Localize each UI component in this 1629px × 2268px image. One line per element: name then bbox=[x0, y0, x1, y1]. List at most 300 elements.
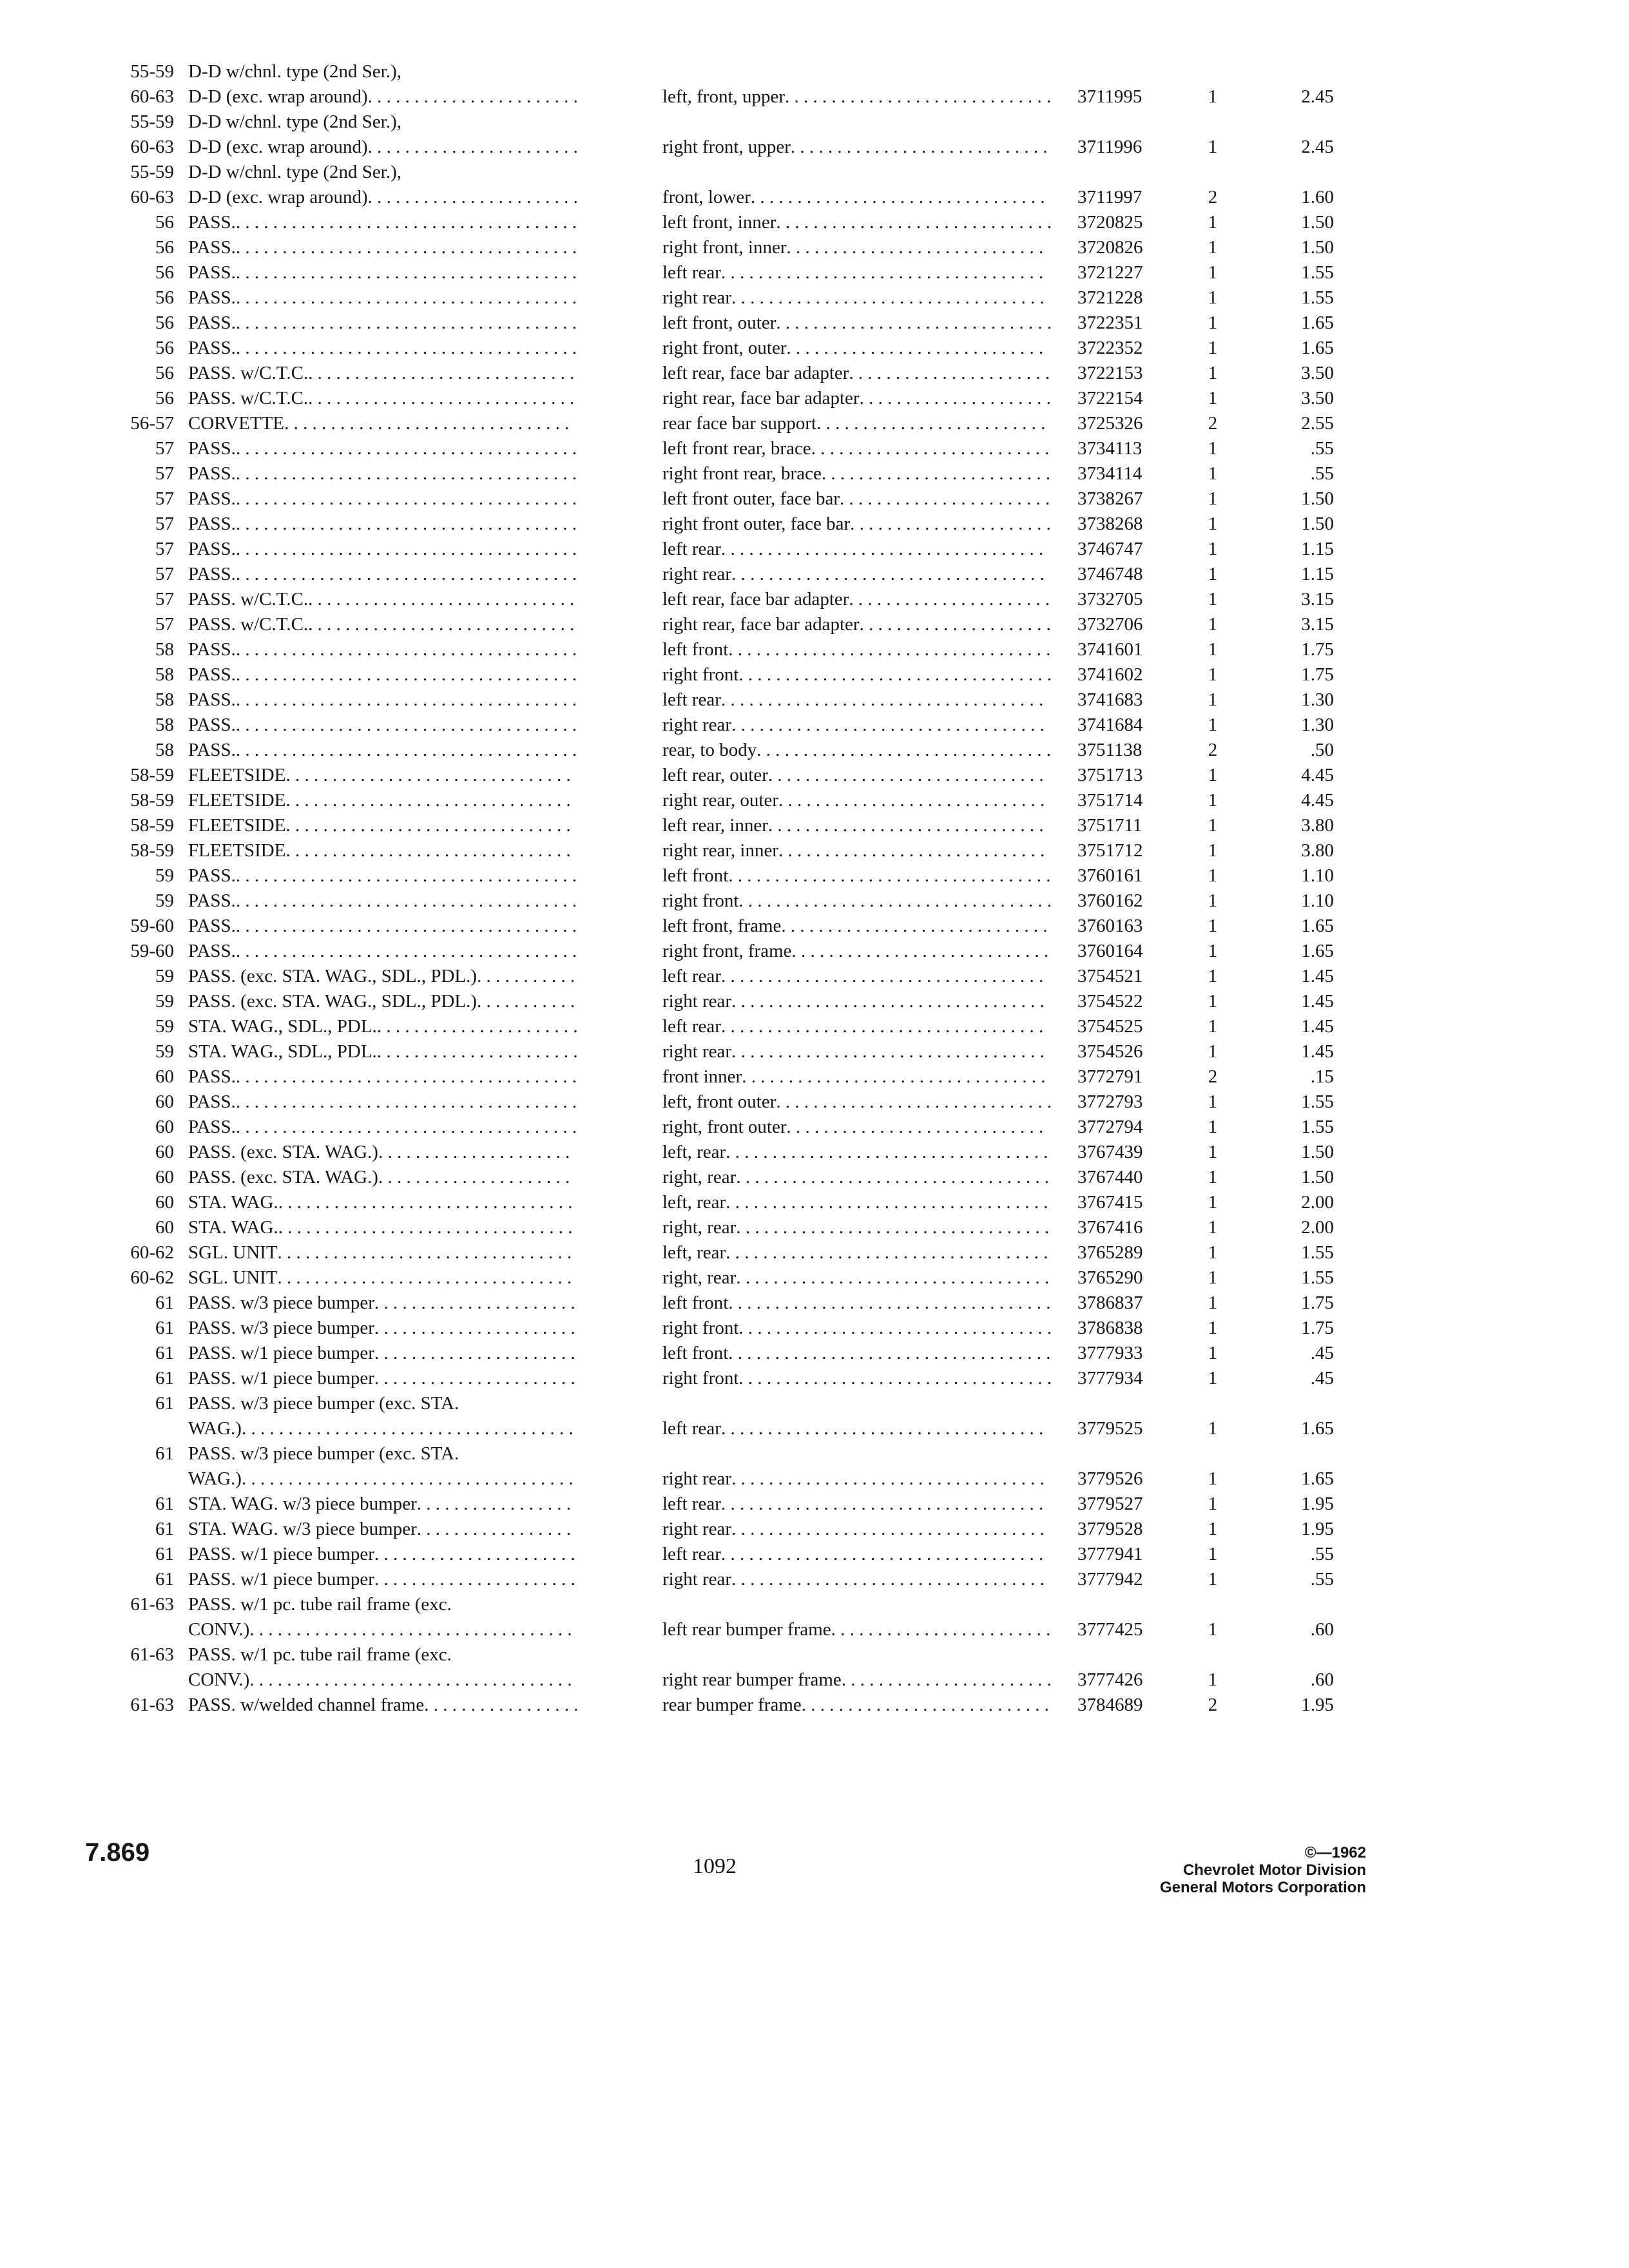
price-cell-text: 4.45 bbox=[1301, 790, 1334, 811]
part-number-cell bbox=[1077, 1294, 1143, 1312]
dot-leader: . . . . . . . . . . . . . . . . . . . . . . . . . . . . . . . . . . . . . bbox=[235, 664, 577, 685]
location-cell-text: right front, frame bbox=[662, 941, 792, 961]
copyright-division: Chevrolet Motor Division bbox=[1182, 1861, 1366, 1879]
year-cell bbox=[85, 1193, 174, 1212]
model-cell-text: PASS. w/1 piece bumper bbox=[188, 1544, 374, 1564]
part-number-cell-text: 3772794 bbox=[1077, 1117, 1143, 1137]
part-number-cell bbox=[1077, 590, 1143, 609]
table-row bbox=[0, 1519, 1629, 1539]
copyright-year: ©—1962 bbox=[1304, 1844, 1366, 1861]
dot-leader: . . . . . . . . . . . . . . . . . bbox=[416, 1519, 571, 1539]
model-cell-text: FLEETSIDE bbox=[188, 765, 286, 785]
dot-leader: . . . . . . . . . . . . . . . . . . . . . . . . . . . . . . . . bbox=[277, 1267, 572, 1288]
year-cell bbox=[85, 1244, 174, 1262]
year-cell bbox=[85, 1445, 174, 1463]
part-number-cell-text: 3754522 bbox=[1077, 991, 1143, 1012]
dot-leader: . . . . . . . . . . . . . . . . . bbox=[424, 1695, 579, 1715]
dot-leader: . . . . . . . . . . . . . . . . . . . . . . . . . . . . bbox=[786, 237, 1044, 258]
quantity-cell-text: 1 bbox=[1208, 463, 1218, 484]
quantity-cell-text: 1 bbox=[1208, 363, 1218, 383]
dot-leader: . . . . . . . . . . . . . . . . . . . . . . bbox=[849, 589, 1050, 610]
dot-leader: . . . . . . . . . . . . . . . . . . . . . . . . . . . . . . . . . . . bbox=[720, 262, 1044, 283]
price-cell bbox=[1250, 892, 1334, 910]
location-cell-text: rear, to body bbox=[662, 740, 757, 760]
price-cell-text: 1.65 bbox=[1301, 941, 1334, 961]
part-number-cell-text: 3772791 bbox=[1077, 1066, 1143, 1087]
location-cell-text: left front bbox=[662, 639, 729, 660]
dot-leader: . . . . . . . . . . . . . . . . . . . . . . . . . . . . . . . . . . bbox=[736, 1267, 1050, 1288]
part-number-cell-text: 3734114 bbox=[1077, 463, 1142, 484]
price-cell-text: .55 bbox=[1310, 463, 1334, 484]
price-cell bbox=[1250, 942, 1334, 961]
location-cell bbox=[662, 766, 1044, 785]
dot-leader: . . . . . . . . . . . . . . . . . . . . . . . bbox=[841, 1669, 1052, 1690]
location-cell bbox=[662, 1319, 1052, 1338]
year-cell bbox=[85, 490, 174, 508]
part-number-cell-text: 3751711 bbox=[1077, 815, 1142, 836]
price-cell-text: .60 bbox=[1310, 1619, 1334, 1640]
price-cell-text: .55 bbox=[1310, 1544, 1334, 1564]
dot-leader: . . . . . . . . . . . . . . . . . . . . . . . . . . . . . . . . . . . . . bbox=[235, 1091, 577, 1112]
quantity-cell bbox=[1200, 615, 1226, 634]
dot-leader: . . . . . . . . . . . . . . . . . . . . . . . . . . . . . bbox=[308, 388, 575, 408]
model-cell-text: PASS. w/C.T.C. bbox=[188, 589, 309, 610]
part-number-cell bbox=[1077, 992, 1143, 1011]
price-cell bbox=[1250, 1068, 1334, 1086]
price-cell-text: 1.75 bbox=[1301, 639, 1334, 660]
quantity-cell bbox=[1200, 339, 1226, 358]
quantity-cell bbox=[1200, 841, 1226, 860]
table-row bbox=[0, 237, 1629, 258]
model-cell-text: PASS. bbox=[188, 664, 236, 685]
table-row bbox=[0, 941, 1629, 961]
part-number-cell bbox=[1077, 1168, 1143, 1187]
price-cell bbox=[1250, 88, 1334, 106]
dot-leader: . . . . . . . . . . . . . . . . . . . . . . . . . . . . . . . . . . . bbox=[720, 966, 1044, 986]
price-cell bbox=[1250, 465, 1334, 483]
dot-leader: . . . . . . . . . . . . . . . . . . . . . . . . . . . . . . . bbox=[285, 840, 571, 861]
part-number-cell-text: 3754526 bbox=[1077, 1041, 1143, 1062]
quantity-cell-text: 1 bbox=[1208, 338, 1218, 358]
price-cell bbox=[1250, 691, 1334, 709]
model-cell-text: PASS. w/1 pc. tube rail frame (exc. bbox=[188, 1594, 452, 1615]
price-cell-text: 1.55 bbox=[1301, 1091, 1334, 1112]
part-number-cell bbox=[1077, 716, 1143, 735]
price-cell-text: 1.15 bbox=[1301, 564, 1334, 584]
dot-leader: . . . . . . . . . . . . . . . . . . . . . . . . . . . . . . . . . . bbox=[731, 287, 1045, 308]
quantity-cell bbox=[1200, 1218, 1226, 1237]
quantity-cell bbox=[1200, 565, 1226, 584]
part-number-cell-text: 3734113 bbox=[1077, 438, 1142, 459]
model-cell-text: FLEETSIDE bbox=[188, 790, 286, 811]
price-cell-text: 3.15 bbox=[1301, 614, 1334, 635]
dot-leader: . . . . . . . . . . . . . . . . . . . . . . . . . . . . . . . . . . bbox=[736, 1167, 1050, 1187]
year-cell-text: 59 bbox=[155, 1016, 174, 1037]
part-number-cell-text: 3754525 bbox=[1077, 1016, 1143, 1037]
dot-leader: . . . . . . . . . . . . . . . . . . . . . . . . . . . . . bbox=[308, 363, 575, 383]
location-cell bbox=[662, 892, 1052, 910]
quantity-cell bbox=[1200, 1671, 1226, 1689]
table-row bbox=[0, 991, 1629, 1012]
year-cell-text: 58-59 bbox=[130, 765, 174, 785]
part-number-cell-text: 3751713 bbox=[1077, 765, 1143, 785]
part-number-cell bbox=[1077, 138, 1142, 157]
dot-leader: . . . . . . . . . . . . . . . . . . . . . . . . . . . . . . . . . . bbox=[736, 1217, 1050, 1238]
table-row bbox=[0, 212, 1629, 233]
quantity-cell-text: 1 bbox=[1208, 1242, 1218, 1263]
location-cell-text: left front, outer bbox=[662, 312, 776, 333]
quantity-cell bbox=[1200, 1545, 1226, 1564]
quantity-cell-text: 2 bbox=[1208, 413, 1218, 434]
quantity-cell-text: 1 bbox=[1208, 991, 1218, 1012]
quantity-cell bbox=[1200, 213, 1226, 232]
dot-leader: . . . . . . . . . . . . . . . . . . . . . . . . . . . . . bbox=[778, 790, 1045, 811]
year-cell-text: 57 bbox=[155, 564, 174, 584]
price-cell bbox=[1250, 540, 1334, 559]
part-number-cell bbox=[1077, 816, 1142, 835]
year-cell-text: 57 bbox=[155, 463, 174, 484]
dot-leader: . . . . . . . . . . . . . . . . . . . . . . . . . . . . . . bbox=[767, 765, 1044, 785]
dot-leader: . . . . . . . . . . . . . . . . . . . . . . . . . . . . . . . . . . . bbox=[720, 1494, 1044, 1514]
quantity-cell-text: 1 bbox=[1208, 1519, 1218, 1539]
dot-leader: . . . . . . . . . . . . . . . . . . . . . . . . . . . . . . . . . . . bbox=[720, 1016, 1044, 1037]
price-cell bbox=[1250, 565, 1334, 584]
location-cell bbox=[662, 666, 1052, 684]
price-cell-text: 1.75 bbox=[1301, 664, 1334, 685]
quantity-cell-text: 1 bbox=[1208, 539, 1218, 559]
part-number-cell bbox=[1077, 615, 1143, 634]
quantity-cell bbox=[1200, 1017, 1226, 1036]
year-cell-text: 59 bbox=[155, 991, 174, 1012]
quantity-cell-text: 1 bbox=[1208, 1091, 1218, 1112]
part-number-cell-text: 3722154 bbox=[1077, 388, 1143, 408]
part-number-cell-text: 3760164 bbox=[1077, 941, 1143, 961]
part-number-cell bbox=[1077, 1068, 1143, 1086]
model-cell-text: PASS. bbox=[188, 941, 236, 961]
model-cell-text: D-D (exc. wrap around) bbox=[188, 187, 368, 207]
quantity-cell-text: 1 bbox=[1208, 514, 1218, 534]
location-cell-text: left front rear, brace bbox=[662, 438, 811, 459]
price-cell-text: 1.55 bbox=[1301, 1117, 1334, 1137]
year-cell-text: 60-63 bbox=[130, 86, 174, 107]
price-cell-text: 1.65 bbox=[1301, 312, 1334, 333]
part-number-cell-text: 3777426 bbox=[1077, 1669, 1143, 1690]
price-cell bbox=[1250, 741, 1334, 760]
part-number-cell bbox=[1077, 640, 1143, 659]
quantity-cell-text: 1 bbox=[1208, 664, 1218, 685]
model-cell bbox=[188, 615, 574, 634]
quantity-cell bbox=[1200, 741, 1226, 760]
table-row bbox=[0, 539, 1629, 559]
dot-leader: . . . . . . . . . . . . . . . . . . . . . . . . . . . . . . . . . . . . . bbox=[235, 212, 577, 233]
model-cell-text: D-D (exc. wrap around) bbox=[188, 137, 368, 157]
year-cell-text: 61 bbox=[155, 1569, 174, 1590]
model-cell bbox=[188, 213, 577, 232]
model-cell bbox=[188, 62, 401, 81]
price-cell-text: 1.55 bbox=[1301, 262, 1334, 283]
model-cell bbox=[188, 1269, 572, 1287]
quantity-cell bbox=[1200, 917, 1226, 936]
dot-leader: . . . . . . . . . . . . . . . . . . . . . . . . . . . . . . . . . . . bbox=[726, 1142, 1048, 1162]
model-cell-text: PASS. w/1 piece bumper bbox=[188, 1343, 374, 1363]
model-cell bbox=[188, 1520, 571, 1539]
location-cell-text: left front outer, face bar bbox=[662, 488, 840, 509]
quantity-cell bbox=[1200, 414, 1226, 433]
model-cell-text: PASS. bbox=[188, 514, 236, 534]
year-cell bbox=[85, 565, 174, 584]
year-cell bbox=[85, 691, 174, 709]
location-cell bbox=[662, 1168, 1049, 1187]
model-cell-text: PASS. w/C.T.C. bbox=[188, 363, 309, 383]
price-cell bbox=[1250, 490, 1334, 508]
price-cell-text: .15 bbox=[1310, 1066, 1334, 1087]
dot-leader: . . . . . . . . . . . . . . . . . . . . . . . . . . . . . bbox=[308, 614, 575, 635]
model-cell-text: PASS. w/3 piece bumper (exc. STA. bbox=[188, 1443, 459, 1464]
location-cell bbox=[662, 590, 1050, 609]
model-cell-text: PASS. w/1 piece bumper bbox=[188, 1569, 374, 1590]
year-cell-text: 61 bbox=[155, 1443, 174, 1464]
price-cell bbox=[1250, 791, 1334, 810]
location-cell-text: left rear bbox=[662, 539, 721, 559]
year-cell bbox=[85, 213, 174, 232]
model-cell-text: FLEETSIDE bbox=[188, 840, 286, 861]
table-row bbox=[0, 1594, 1629, 1615]
price-cell bbox=[1250, 339, 1334, 358]
table-row bbox=[0, 790, 1629, 811]
model-cell-text: PASS. bbox=[188, 740, 236, 760]
year-cell bbox=[85, 741, 174, 760]
table-row bbox=[0, 137, 1629, 157]
location-cell bbox=[662, 1093, 1052, 1111]
location-cell bbox=[662, 138, 1048, 157]
location-cell-text: right front, outer bbox=[662, 338, 787, 358]
location-cell bbox=[662, 1520, 1045, 1539]
dot-leader: . . . . . . . . . . . . . . . . . . . . . . . . . . . . . . . . . . bbox=[731, 991, 1045, 1012]
part-number-cell-text: 3711996 bbox=[1077, 137, 1142, 157]
model-cell-text: PASS. bbox=[188, 262, 236, 283]
year-cell bbox=[85, 1168, 174, 1187]
dot-leader: . . . . . . . . . . . . . . . . . . . . . . bbox=[849, 363, 1050, 383]
year-cell-text: 58-59 bbox=[130, 815, 174, 836]
year-cell bbox=[85, 615, 174, 634]
part-number-cell bbox=[1077, 892, 1143, 910]
year-cell-text: 60-63 bbox=[130, 187, 174, 207]
quantity-cell bbox=[1200, 1570, 1226, 1589]
year-cell bbox=[85, 841, 174, 860]
model-cell-text: CONV.) bbox=[188, 1669, 250, 1690]
price-cell bbox=[1250, 1545, 1334, 1564]
table-row bbox=[0, 815, 1629, 836]
location-cell-text: right rear bbox=[662, 991, 732, 1012]
part-number-cell-text: 3725326 bbox=[1077, 413, 1143, 434]
dot-leader: . . . . . . . . . . . . . . . . . . . . . . bbox=[850, 514, 1051, 534]
year-cell-text: 61 bbox=[155, 1393, 174, 1414]
dot-leader: . . . . . . . . . . . . . . . . . . . . . . . . . . . . . . . . . . bbox=[731, 1519, 1045, 1539]
table-row bbox=[0, 564, 1629, 584]
price-cell-text: 1.45 bbox=[1301, 991, 1334, 1012]
year-cell-text: 59 bbox=[155, 966, 174, 986]
model-cell bbox=[188, 841, 571, 860]
year-cell bbox=[85, 1294, 174, 1312]
model-cell-text: PASS. bbox=[188, 539, 236, 559]
year-cell bbox=[85, 1043, 174, 1061]
year-cell bbox=[85, 992, 174, 1011]
model-cell bbox=[188, 791, 571, 810]
dot-leader: . . . . . . . . . . . . . . . . . . . . . . . . . . . . . . . bbox=[285, 790, 571, 811]
location-cell bbox=[662, 1344, 1051, 1363]
part-number-cell bbox=[1077, 1017, 1143, 1036]
location-cell bbox=[662, 364, 1050, 383]
year-cell bbox=[85, 892, 174, 910]
quantity-cell bbox=[1200, 640, 1226, 659]
price-cell bbox=[1250, 1017, 1334, 1036]
price-cell-text: 1.95 bbox=[1301, 1695, 1334, 1715]
year-cell-text: 56 bbox=[155, 212, 174, 233]
model-cell bbox=[188, 515, 577, 533]
model-cell-text: PASS. (exc. STA. WAG.) bbox=[188, 1167, 378, 1187]
price-cell-text: 1.50 bbox=[1301, 1142, 1334, 1162]
dot-leader: . . . . . . . . . . . . . . . . . . . . . . bbox=[374, 1569, 575, 1590]
part-number-cell bbox=[1077, 1218, 1143, 1237]
year-cell-text: 60 bbox=[155, 1066, 174, 1087]
model-cell-text: STA. WAG. w/3 piece bumper bbox=[188, 1494, 417, 1514]
dot-leader: . . . . . . . . . . . . . . . . . . . . . . . . . . . bbox=[801, 1695, 1050, 1715]
location-cell bbox=[662, 1545, 1043, 1564]
part-number-cell-text: 3779525 bbox=[1077, 1418, 1143, 1439]
table-row bbox=[0, 1418, 1629, 1439]
quantity-cell bbox=[1200, 1093, 1226, 1111]
part-number-cell-text: 3711995 bbox=[1077, 86, 1142, 107]
part-number-cell-text: 3767439 bbox=[1077, 1142, 1143, 1162]
price-cell bbox=[1250, 1671, 1334, 1689]
dot-leader: . . . . . . . . . . . . . . . . . . . . . . . . . . . . . . . . . . . . . bbox=[235, 941, 577, 961]
quantity-cell-text: 1 bbox=[1208, 287, 1218, 308]
table-row bbox=[0, 1343, 1629, 1363]
price-cell-text: 1.45 bbox=[1301, 1016, 1334, 1037]
quantity-cell-text: 1 bbox=[1208, 840, 1218, 861]
quantity-cell bbox=[1200, 1620, 1226, 1639]
table-row bbox=[0, 1117, 1629, 1137]
dot-leader: . . . . . . . . . . . . . . . . . . . . . . . . . . . . . . . . . . bbox=[731, 1041, 1045, 1062]
price-cell-text: 1.10 bbox=[1301, 865, 1334, 886]
quantity-cell bbox=[1200, 716, 1226, 735]
model-cell-text: WAG.) bbox=[188, 1418, 242, 1439]
year-cell-text: 61 bbox=[155, 1519, 174, 1539]
location-cell-text: left front bbox=[662, 865, 729, 886]
location-cell-text: right rear, face bar adapter bbox=[662, 388, 860, 408]
quantity-cell-text: 1 bbox=[1208, 966, 1218, 986]
part-number-cell-text: 3732706 bbox=[1077, 614, 1143, 635]
price-cell-text: 1.30 bbox=[1301, 715, 1334, 735]
quantity-cell bbox=[1200, 238, 1226, 257]
year-cell-text: 58 bbox=[155, 715, 174, 735]
model-cell-text: PASS. bbox=[188, 715, 236, 735]
price-cell-text: 2.45 bbox=[1301, 86, 1334, 107]
model-cell bbox=[188, 1369, 575, 1388]
price-cell bbox=[1250, 1043, 1334, 1061]
price-cell bbox=[1250, 439, 1334, 458]
price-cell-text: 1.55 bbox=[1301, 1242, 1334, 1263]
year-cell-text: 56 bbox=[155, 262, 174, 283]
location-cell bbox=[662, 1017, 1043, 1036]
dot-leader: . . . . . . . . . . . . . . . . . . . . . . . . . . . . . . . . . . . . bbox=[241, 1468, 574, 1489]
price-cell-text: 1.65 bbox=[1301, 338, 1334, 358]
location-cell bbox=[662, 917, 1048, 936]
location-cell bbox=[662, 414, 1045, 433]
quantity-cell-text: 1 bbox=[1208, 1167, 1218, 1187]
dot-leader: . . . . . . . . . . . . . . . . . . . . . . . . . . . . . bbox=[781, 916, 1048, 936]
copyright-block bbox=[1083, 1844, 1366, 1896]
location-cell bbox=[662, 967, 1043, 986]
location-cell-text: right front outer, face bar bbox=[662, 514, 851, 534]
year-cell-text: 61-63 bbox=[130, 1594, 174, 1615]
part-number-cell bbox=[1077, 439, 1142, 458]
quantity-cell-text: 1 bbox=[1208, 1619, 1218, 1640]
part-number-cell bbox=[1077, 490, 1143, 508]
year-cell bbox=[85, 339, 174, 358]
dot-leader: . . . . . . . . . . . . . . . . . . . . . . . . . . . . . . . . bbox=[757, 740, 1051, 760]
location-cell-text: rear face bar support bbox=[662, 413, 817, 434]
quantity-cell-text: 2 bbox=[1208, 740, 1218, 760]
model-cell-text: STA. WAG. w/3 piece bumper bbox=[188, 1519, 417, 1539]
dot-leader: . . . . . . . . . . . . . . . . . . . . . . . . . . . . . . . . . . . . . bbox=[235, 514, 577, 534]
model-cell bbox=[188, 1470, 574, 1488]
model-cell bbox=[188, 439, 577, 458]
location-cell bbox=[662, 339, 1043, 358]
quantity-cell bbox=[1200, 942, 1226, 961]
location-cell bbox=[662, 1043, 1045, 1061]
year-cell bbox=[85, 1495, 174, 1514]
model-cell-text: PASS. w/3 piece bumper bbox=[188, 1318, 374, 1338]
dot-leader: . . . . . . . . . . . . . . . . . . . . . . . . . . . . . . . . . . . . . bbox=[235, 463, 577, 484]
year-cell bbox=[85, 1394, 174, 1413]
model-cell bbox=[188, 967, 575, 986]
price-cell bbox=[1250, 766, 1334, 785]
location-cell-text: left rear bbox=[662, 1544, 721, 1564]
quantity-cell-text: 1 bbox=[1208, 1343, 1218, 1363]
dot-leader: . . . . . . . . . . . . . . . . . . . . . . . . . . . . . . bbox=[776, 1091, 1052, 1112]
part-number-cell-text: 3786838 bbox=[1077, 1318, 1143, 1338]
year-cell bbox=[85, 1269, 174, 1287]
price-cell-text: 1.50 bbox=[1301, 514, 1334, 534]
part-number-cell bbox=[1077, 766, 1143, 785]
dot-leader: . . . . . . . . . . . . . . . . . . . . . . . . . . . . . . . . . . bbox=[731, 1468, 1045, 1489]
table-row bbox=[0, 438, 1629, 459]
dot-leader: . . . . . . . . . . . . . . . . . . . . . . . . . . . . . bbox=[778, 840, 1045, 861]
location-cell-text: right rear, face bar adapter bbox=[662, 614, 860, 635]
model-cell-text: PASS. bbox=[188, 1117, 236, 1137]
table-row bbox=[0, 1318, 1629, 1338]
quantity-cell-text: 1 bbox=[1208, 1544, 1218, 1564]
year-cell-text: 60-63 bbox=[130, 137, 174, 157]
model-cell bbox=[188, 238, 577, 257]
part-number-cell bbox=[1077, 339, 1143, 358]
location-cell bbox=[662, 716, 1045, 735]
dot-leader: . . . . . . . . . . . . . . . . . . . . . . . . . . . . . . . . . . . bbox=[728, 865, 1051, 886]
dot-leader: . . . . . . . . . . . . . . . . . . . . . . . . . . . . . . . . . . . bbox=[720, 539, 1044, 559]
year-cell-text: 56 bbox=[155, 312, 174, 333]
table-row bbox=[0, 1619, 1629, 1640]
year-cell-text: 57 bbox=[155, 614, 174, 635]
year-cell bbox=[85, 1369, 174, 1388]
year-cell-text: 56-57 bbox=[130, 413, 174, 434]
year-cell-text: 60 bbox=[155, 1167, 174, 1187]
part-number-cell bbox=[1077, 1419, 1143, 1438]
location-cell bbox=[662, 289, 1045, 307]
price-cell bbox=[1250, 1193, 1334, 1212]
location-cell bbox=[662, 942, 1048, 961]
year-cell bbox=[85, 1520, 174, 1539]
